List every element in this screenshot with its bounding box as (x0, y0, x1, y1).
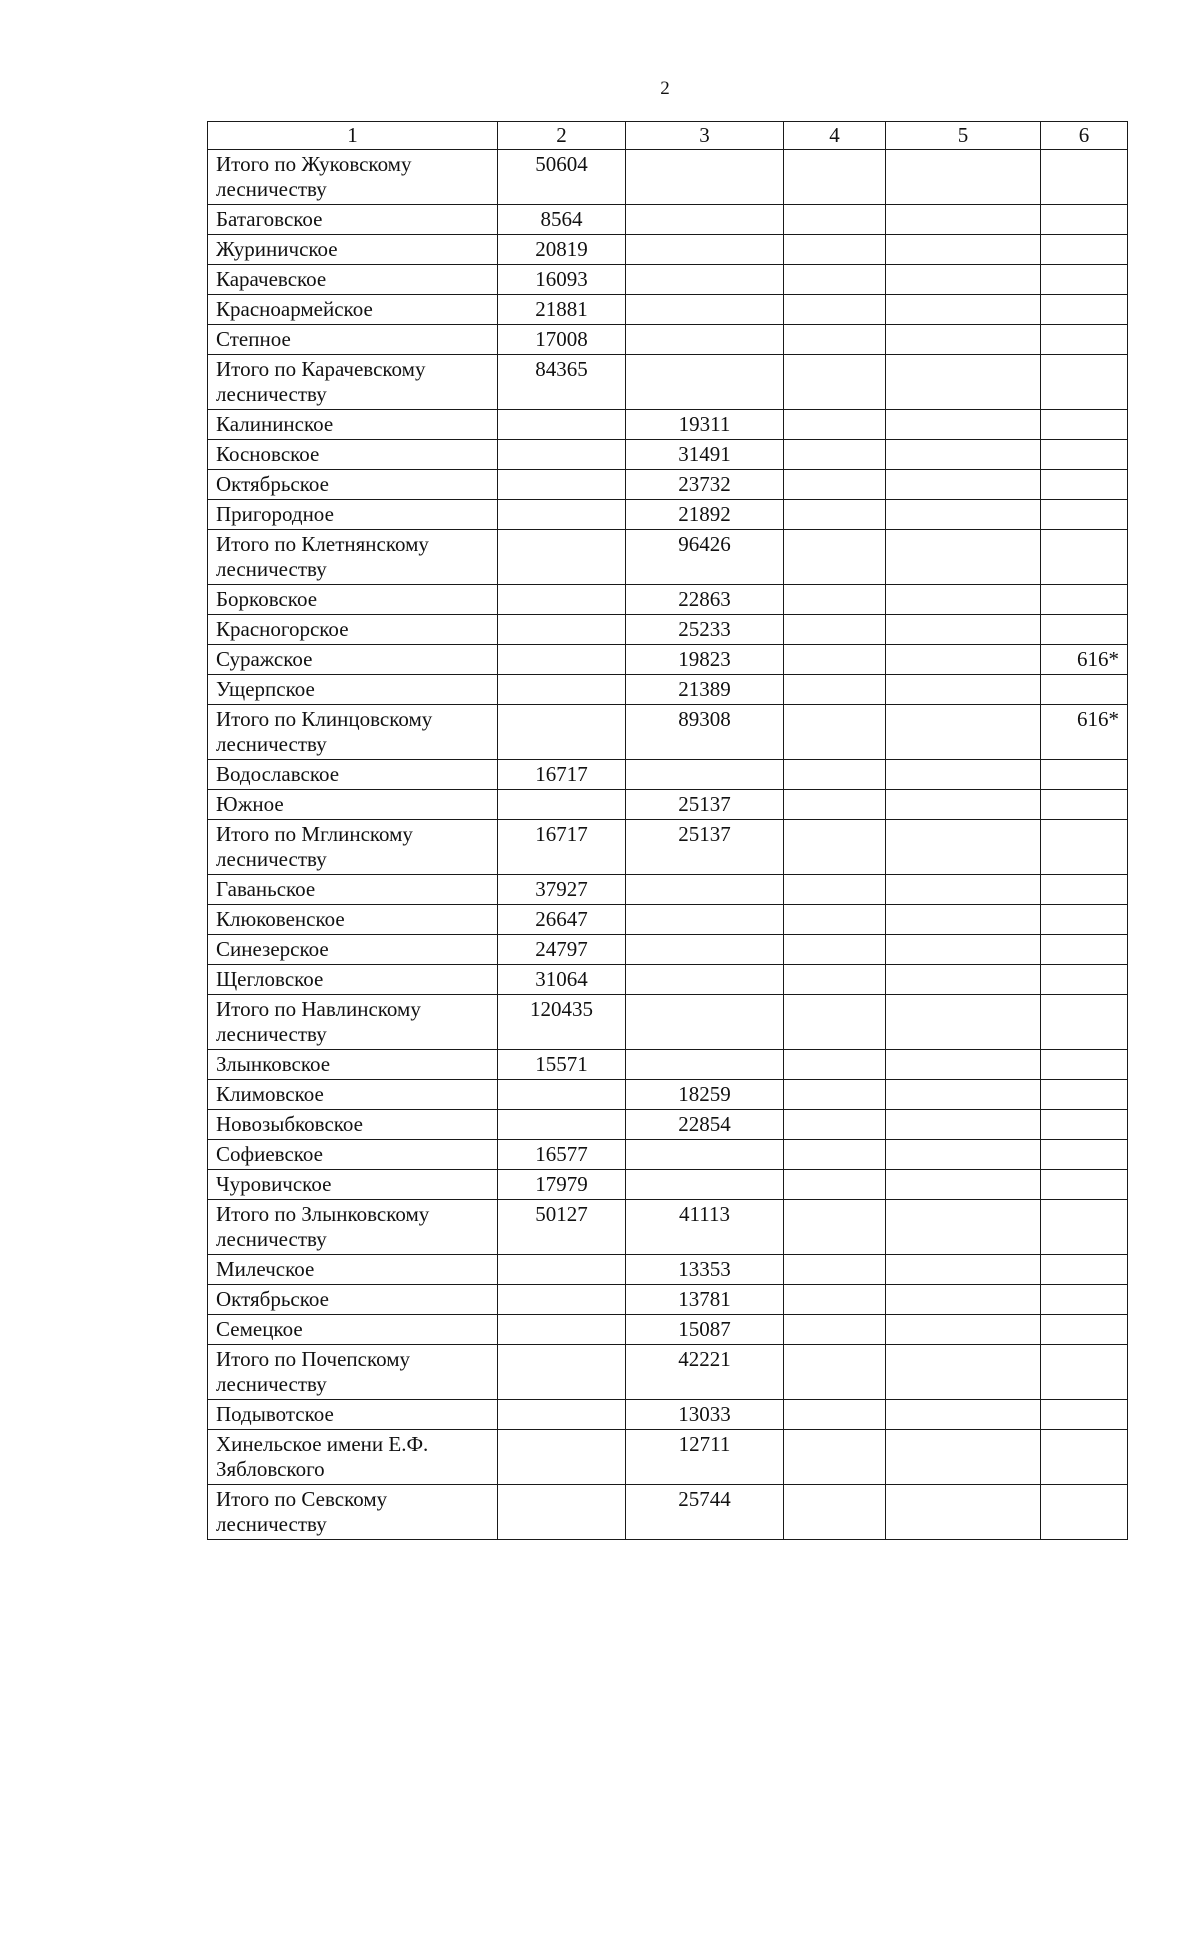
value-cell-col-3: 96426 (626, 530, 784, 585)
table-row (208, 150, 1128, 205)
value-cell-col-6 (1041, 675, 1128, 705)
row-name-cell: Карачевское (208, 265, 498, 295)
value-cell-col-3: 25233 (626, 615, 784, 645)
value-cell-col-2 (498, 1430, 626, 1485)
row-name-cell: Пригородное (208, 500, 498, 530)
value-cell-col-5 (886, 1315, 1041, 1345)
row-name-cell: Новозыбковское (208, 1110, 498, 1140)
value-cell-col-2: 84365 (498, 355, 626, 410)
column-header-5: 5 (886, 122, 1041, 150)
value-cell-col-6 (1041, 500, 1128, 530)
value-cell-col-2: 37927 (498, 875, 626, 905)
value-cell-col-2 (498, 1285, 626, 1315)
table-row (208, 1140, 1128, 1170)
value-cell-col-4 (784, 965, 886, 995)
value-cell-col-4 (784, 1170, 886, 1200)
value-cell-col-4 (784, 905, 886, 935)
value-cell-col-6 (1041, 355, 1128, 410)
table-row (208, 265, 1128, 295)
row-name-cell: Итого по Клинцовскому лесничеству (208, 705, 498, 760)
value-cell-col-4 (784, 265, 886, 295)
row-name-cell: Хинельское имени Е.Ф. Зябловского (208, 1430, 498, 1485)
table-row (208, 470, 1128, 500)
value-cell-col-6 (1041, 1315, 1128, 1345)
value-cell-col-5 (886, 790, 1041, 820)
value-cell-col-6 (1041, 935, 1128, 965)
value-cell-col-6 (1041, 1110, 1128, 1140)
value-cell-col-3: 18259 (626, 1080, 784, 1110)
value-cell-col-5 (886, 1255, 1041, 1285)
value-cell-col-6 (1041, 295, 1128, 325)
value-cell-col-4 (784, 355, 886, 410)
value-cell-col-4 (784, 530, 886, 585)
value-cell-col-6 (1041, 440, 1128, 470)
table-row (208, 675, 1128, 705)
value-cell-col-5 (886, 1170, 1041, 1200)
value-cell-col-3 (626, 1050, 784, 1080)
value-cell-col-6 (1041, 875, 1128, 905)
value-cell-col-4 (784, 820, 886, 875)
value-cell-col-2 (498, 1485, 626, 1540)
value-cell-col-6 (1041, 1345, 1128, 1400)
table-row (208, 615, 1128, 645)
row-name-cell: Милечское (208, 1255, 498, 1285)
value-cell-col-5 (886, 325, 1041, 355)
value-cell-col-3: 25137 (626, 820, 784, 875)
value-cell-col-4 (784, 585, 886, 615)
value-cell-col-6 (1041, 965, 1128, 995)
table-row (208, 410, 1128, 440)
table-row (208, 905, 1128, 935)
value-cell-col-4 (784, 1485, 886, 1540)
value-cell-col-6 (1041, 820, 1128, 875)
value-cell-col-4 (784, 1255, 886, 1285)
value-cell-col-5 (886, 760, 1041, 790)
value-cell-col-3: 15087 (626, 1315, 784, 1345)
row-name-cell: Клюковенское (208, 905, 498, 935)
value-cell-col-4 (784, 470, 886, 500)
value-cell-col-5 (886, 995, 1041, 1050)
value-cell-col-3 (626, 875, 784, 905)
row-name-cell: Итого по Клетнянскому лесничеству (208, 530, 498, 585)
table-row (208, 355, 1128, 410)
value-cell-col-6 (1041, 1140, 1128, 1170)
value-cell-col-2: 26647 (498, 905, 626, 935)
value-cell-col-5 (886, 1485, 1041, 1540)
value-cell-col-3: 25744 (626, 1485, 784, 1540)
table-row (208, 1170, 1128, 1200)
value-cell-col-2: 17008 (498, 325, 626, 355)
table-row (208, 1110, 1128, 1140)
value-cell-col-4 (784, 1285, 886, 1315)
value-cell-col-3 (626, 1140, 784, 1170)
table-row (208, 295, 1128, 325)
column-header-3: 3 (626, 122, 784, 150)
table-header (208, 122, 1128, 150)
value-cell-col-2: 20819 (498, 235, 626, 265)
value-cell-col-2: 16577 (498, 1140, 626, 1170)
value-cell-col-3: 89308 (626, 705, 784, 760)
value-cell-col-4 (784, 675, 886, 705)
value-cell-col-5 (886, 1400, 1041, 1430)
row-name-cell: Итого по Почепскому лесничеству (208, 1345, 498, 1400)
value-cell-col-6 (1041, 1285, 1128, 1315)
row-name-cell: Итого по Злынковскому лесничеству (208, 1200, 498, 1255)
value-cell-col-4 (784, 645, 886, 675)
value-cell-col-5 (886, 265, 1041, 295)
table-row (208, 1485, 1128, 1540)
table-row (208, 1315, 1128, 1345)
value-cell-col-4 (784, 1430, 886, 1485)
value-cell-col-5 (886, 1110, 1041, 1140)
value-cell-col-5 (886, 645, 1041, 675)
value-cell-col-3 (626, 235, 784, 265)
value-cell-col-6 (1041, 235, 1128, 265)
row-name-cell: Степное (208, 325, 498, 355)
value-cell-col-5 (886, 440, 1041, 470)
value-cell-col-3: 13353 (626, 1255, 784, 1285)
value-cell-col-6 (1041, 265, 1128, 295)
value-cell-col-6 (1041, 1485, 1128, 1540)
value-cell-col-6 (1041, 325, 1128, 355)
value-cell-col-3: 19311 (626, 410, 784, 440)
value-cell-col-5 (886, 935, 1041, 965)
value-cell-col-2 (498, 410, 626, 440)
row-name-cell: Октябрьское (208, 470, 498, 500)
value-cell-col-3 (626, 905, 784, 935)
value-cell-col-2 (498, 470, 626, 500)
value-cell-col-5 (886, 470, 1041, 500)
row-name-cell: Чуровичское (208, 1170, 498, 1200)
value-cell-col-2 (498, 790, 626, 820)
value-cell-col-2: 17979 (498, 1170, 626, 1200)
value-cell-col-4 (784, 205, 886, 235)
row-name-cell: Красноармейское (208, 295, 498, 325)
value-cell-col-3: 21892 (626, 500, 784, 530)
value-cell-col-3: 13033 (626, 1400, 784, 1430)
table-body (208, 150, 1128, 1540)
value-cell-col-3 (626, 995, 784, 1050)
value-cell-col-3 (626, 150, 784, 205)
table-row (208, 1255, 1128, 1285)
value-cell-col-5 (886, 1430, 1041, 1485)
value-cell-col-5 (886, 295, 1041, 325)
value-cell-col-4 (784, 295, 886, 325)
table-row (208, 875, 1128, 905)
value-cell-col-6 (1041, 995, 1128, 1050)
value-cell-col-6 (1041, 1400, 1128, 1430)
value-cell-col-4 (784, 790, 886, 820)
value-cell-col-2: 31064 (498, 965, 626, 995)
table-row (208, 585, 1128, 615)
table-row (208, 1430, 1128, 1485)
value-cell-col-5 (886, 875, 1041, 905)
value-cell-col-3: 22863 (626, 585, 784, 615)
row-name-cell: Ущерпское (208, 675, 498, 705)
value-cell-col-2: 16717 (498, 820, 626, 875)
row-name-cell: Итого по Навлинскому лесничеству (208, 995, 498, 1050)
value-cell-col-5 (886, 675, 1041, 705)
value-cell-col-5 (886, 235, 1041, 265)
value-cell-col-5 (886, 1050, 1041, 1080)
value-cell-col-4 (784, 615, 886, 645)
value-cell-col-3 (626, 965, 784, 995)
column-header-1: 1 (208, 122, 498, 150)
value-cell-col-2: 50127 (498, 1200, 626, 1255)
value-cell-col-3: 42221 (626, 1345, 784, 1400)
value-cell-col-3: 23732 (626, 470, 784, 500)
value-cell-col-6 (1041, 470, 1128, 500)
value-cell-col-6 (1041, 905, 1128, 935)
row-name-cell: Красногорское (208, 615, 498, 645)
value-cell-col-6 (1041, 530, 1128, 585)
value-cell-col-3 (626, 295, 784, 325)
row-name-cell: Климовское (208, 1080, 498, 1110)
value-cell-col-4 (784, 440, 886, 470)
value-cell-col-6 (1041, 790, 1128, 820)
value-cell-col-3 (626, 935, 784, 965)
value-cell-col-2: 8564 (498, 205, 626, 235)
value-cell-col-4 (784, 1315, 886, 1345)
value-cell-col-4 (784, 325, 886, 355)
value-cell-col-5 (886, 1345, 1041, 1400)
table-row (208, 1080, 1128, 1110)
value-cell-col-4 (784, 1200, 886, 1255)
row-name-cell: Водославское (208, 760, 498, 790)
page-number: 2 (660, 78, 670, 99)
table-row (208, 935, 1128, 965)
value-cell-col-6 (1041, 1080, 1128, 1110)
table-row (208, 1400, 1128, 1430)
value-cell-col-3: 13781 (626, 1285, 784, 1315)
value-cell-col-5 (886, 205, 1041, 235)
row-name-cell: Журиничское (208, 235, 498, 265)
value-cell-col-6 (1041, 205, 1128, 235)
value-cell-col-4 (784, 410, 886, 440)
row-name-cell: Борковское (208, 585, 498, 615)
value-cell-col-5 (886, 1285, 1041, 1315)
value-cell-col-3: 31491 (626, 440, 784, 470)
table-row (208, 995, 1128, 1050)
value-cell-col-3: 12711 (626, 1430, 784, 1485)
value-cell-col-6: 616* (1041, 645, 1128, 675)
value-cell-col-6 (1041, 1050, 1128, 1080)
value-cell-col-5 (886, 500, 1041, 530)
value-cell-col-2: 16093 (498, 265, 626, 295)
value-cell-col-5 (886, 355, 1041, 410)
value-cell-col-2 (498, 645, 626, 675)
value-cell-col-2 (498, 615, 626, 645)
row-name-cell: Итого по Карачевскому лесничеству (208, 355, 498, 410)
table-row (208, 1050, 1128, 1080)
value-cell-col-3 (626, 1170, 784, 1200)
value-cell-col-2 (498, 1315, 626, 1345)
row-name-cell: Октябрьское (208, 1285, 498, 1315)
value-cell-col-2 (498, 1110, 626, 1140)
table-row (208, 790, 1128, 820)
value-cell-col-3: 21389 (626, 675, 784, 705)
row-name-cell: Итого по Севскому лесничеству (208, 1485, 498, 1540)
value-cell-col-4 (784, 1400, 886, 1430)
table-row (208, 820, 1128, 875)
table-row (208, 500, 1128, 530)
row-name-cell: Злынковское (208, 1050, 498, 1080)
value-cell-col-6 (1041, 410, 1128, 440)
value-cell-col-3 (626, 760, 784, 790)
value-cell-col-3: 41113 (626, 1200, 784, 1255)
table-row (208, 645, 1128, 675)
value-cell-col-5 (886, 410, 1041, 440)
column-header-2: 2 (498, 122, 626, 150)
value-cell-col-4 (784, 1110, 886, 1140)
value-cell-col-2 (498, 675, 626, 705)
row-name-cell: Батаговское (208, 205, 498, 235)
table-row (208, 325, 1128, 355)
table-row (208, 205, 1128, 235)
value-cell-col-2 (498, 1255, 626, 1285)
table-row (208, 1200, 1128, 1255)
value-cell-col-2 (498, 530, 626, 585)
value-cell-col-4 (784, 1140, 886, 1170)
table-row (208, 705, 1128, 760)
value-cell-col-2 (498, 1080, 626, 1110)
forestry-table (207, 121, 1128, 1540)
table-row (208, 530, 1128, 585)
value-cell-col-4 (784, 500, 886, 530)
value-cell-col-5 (886, 585, 1041, 615)
value-cell-col-6 (1041, 760, 1128, 790)
row-name-cell: Щегловское (208, 965, 498, 995)
value-cell-col-2 (498, 585, 626, 615)
value-cell-col-6 (1041, 585, 1128, 615)
value-cell-col-4 (784, 150, 886, 205)
table-row (208, 965, 1128, 995)
value-cell-col-5 (886, 1200, 1041, 1255)
value-cell-col-4 (784, 760, 886, 790)
row-name-cell: Софиевское (208, 1140, 498, 1170)
column-header-6: 6 (1041, 122, 1128, 150)
value-cell-col-5 (886, 820, 1041, 875)
value-cell-col-6 (1041, 1430, 1128, 1485)
row-name-cell: Суражское (208, 645, 498, 675)
value-cell-col-2: 15571 (498, 1050, 626, 1080)
value-cell-col-2 (498, 705, 626, 760)
value-cell-col-3 (626, 205, 784, 235)
value-cell-col-3: 22854 (626, 1110, 784, 1140)
value-cell-col-3 (626, 325, 784, 355)
value-cell-col-2 (498, 500, 626, 530)
value-cell-col-5 (886, 1140, 1041, 1170)
value-cell-col-5 (886, 530, 1041, 585)
value-cell-col-4 (784, 875, 886, 905)
row-name-cell: Южное (208, 790, 498, 820)
row-name-cell: Семецкое (208, 1315, 498, 1345)
value-cell-col-6: 616* (1041, 705, 1128, 760)
value-cell-col-6 (1041, 615, 1128, 645)
row-name-cell: Калининское (208, 410, 498, 440)
value-cell-col-2: 50604 (498, 150, 626, 205)
value-cell-col-4 (784, 1080, 886, 1110)
value-cell-col-2: 120435 (498, 995, 626, 1050)
row-name-cell: Гаваньское (208, 875, 498, 905)
value-cell-col-2 (498, 1400, 626, 1430)
table-row (208, 440, 1128, 470)
value-cell-col-4 (784, 705, 886, 760)
value-cell-col-6 (1041, 150, 1128, 205)
row-name-cell: Косновское (208, 440, 498, 470)
column-header-4: 4 (784, 122, 886, 150)
value-cell-col-4 (784, 1345, 886, 1400)
table-row (208, 1285, 1128, 1315)
value-cell-col-3: 25137 (626, 790, 784, 820)
value-cell-col-2: 24797 (498, 935, 626, 965)
value-cell-col-3 (626, 355, 784, 410)
value-cell-col-6 (1041, 1255, 1128, 1285)
value-cell-col-2 (498, 440, 626, 470)
value-cell-col-2: 16717 (498, 760, 626, 790)
value-cell-col-5 (886, 1080, 1041, 1110)
header-row (208, 122, 1128, 150)
value-cell-col-5 (886, 615, 1041, 645)
value-cell-col-6 (1041, 1200, 1128, 1255)
table-row (208, 235, 1128, 265)
value-cell-col-2: 21881 (498, 295, 626, 325)
value-cell-col-5 (886, 905, 1041, 935)
value-cell-col-5 (886, 150, 1041, 205)
value-cell-col-4 (784, 1050, 886, 1080)
value-cell-col-2 (498, 1345, 626, 1400)
row-name-cell: Итого по Жуковскому лесничеству (208, 150, 498, 205)
value-cell-col-4 (784, 235, 886, 265)
value-cell-col-3 (626, 265, 784, 295)
value-cell-col-4 (784, 995, 886, 1050)
value-cell-col-3: 19823 (626, 645, 784, 675)
value-cell-col-5 (886, 705, 1041, 760)
row-name-cell: Подывотское (208, 1400, 498, 1430)
value-cell-col-6 (1041, 1170, 1128, 1200)
table-row (208, 760, 1128, 790)
row-name-cell: Синезерское (208, 935, 498, 965)
table-row (208, 1345, 1128, 1400)
row-name-cell: Итого по Мглинскому лесничеству (208, 820, 498, 875)
value-cell-col-4 (784, 935, 886, 965)
value-cell-col-5 (886, 965, 1041, 995)
